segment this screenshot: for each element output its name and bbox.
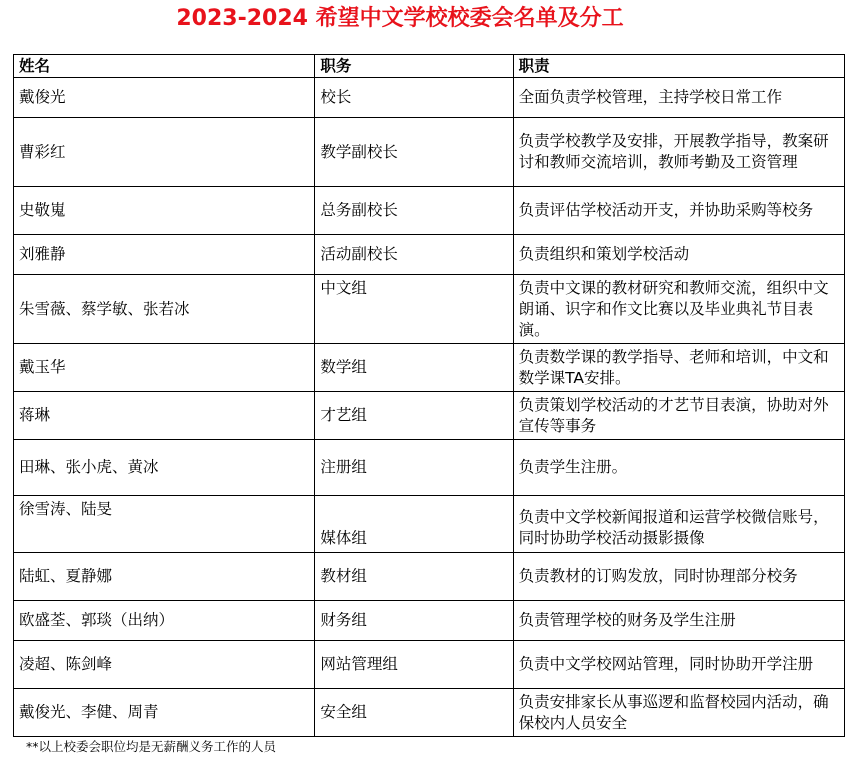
cell-duty: 负责中文课的教材研究和教师交流，组织中文朗诵、识字和作文比赛以及毕业典礼节目表演。 xyxy=(513,275,844,344)
cell-position: 校长 xyxy=(315,78,513,118)
header-duty: 职责 xyxy=(513,55,844,78)
header-position: 职务 xyxy=(315,55,513,78)
table-header-row xyxy=(14,55,845,78)
cell-duty: 负责策划学校活动的才艺节目表演，协助对外宣传等事务 xyxy=(513,392,844,440)
cell-position: 财务组 xyxy=(315,601,513,641)
cell-name: 史敬嵬 xyxy=(14,187,315,235)
cell-position: 安全组 xyxy=(315,689,513,737)
cell-name: 曹彩红 xyxy=(14,118,315,187)
page-title: 2023-2024 希望中文学校校委会名单及分工 xyxy=(176,6,624,31)
cell-position: 中文组 xyxy=(315,275,513,344)
table-row xyxy=(14,235,845,275)
committee-table xyxy=(13,54,845,737)
cell-name: 戴俊光、李健、周青 xyxy=(14,689,315,737)
table-row xyxy=(14,553,845,601)
cell-duty: 负责组织和策划学校活动 xyxy=(513,235,844,275)
cell-position: 教材组 xyxy=(315,553,513,601)
cell-duty: 负责评估学校活动开支，并协助采购等校务 xyxy=(513,187,844,235)
cell-position: 总务副校长 xyxy=(315,187,513,235)
cell-name: 徐雪涛、陆旻 xyxy=(14,496,315,553)
cell-name: 戴玉华 xyxy=(14,344,315,392)
table-row xyxy=(14,601,845,641)
table-row xyxy=(14,118,845,187)
cell-name: 田琳、张小虎、黄冰 xyxy=(14,440,315,496)
cell-position: 数学组 xyxy=(315,344,513,392)
table-row xyxy=(14,344,845,392)
table-row xyxy=(14,641,845,689)
cell-name: 戴俊光 xyxy=(14,78,315,118)
table-row xyxy=(14,689,845,737)
cell-position: 网站管理组 xyxy=(315,641,513,689)
cell-name: 刘雅静 xyxy=(14,235,315,275)
cell-position: 媒体组 xyxy=(315,496,513,553)
cell-duty: 负责学校教学及安排，开展教学指导，教案研讨和教师交流培训，教师考勤及工资管理 xyxy=(513,118,844,187)
table-row xyxy=(14,187,845,235)
table-row xyxy=(14,275,845,344)
cell-name: 凌超、陈剑峰 xyxy=(14,641,315,689)
cell-duty: 负责中文学校新闻报道和运营学校微信账号，同时协助学校活动摄影摄像 xyxy=(513,496,844,553)
cell-position: 活动副校长 xyxy=(315,235,513,275)
header-name: 姓名 xyxy=(14,55,315,78)
cell-duty: 负责教材的订购发放，同时协理部分校务 xyxy=(513,553,844,601)
cell-name: 陆虹、夏静娜 xyxy=(14,553,315,601)
cell-duty: 负责管理学校的财务及学生注册 xyxy=(513,601,844,641)
table-row xyxy=(14,78,845,118)
cell-position: 注册组 xyxy=(315,440,513,496)
table-row xyxy=(14,440,845,496)
footnote: **以上校委会职位均是无薪酬义务工作的人员 xyxy=(26,739,277,754)
table-row xyxy=(14,496,845,553)
cell-duty: 负责学生注册。 xyxy=(513,440,844,496)
cell-position: 教学副校长 xyxy=(315,118,513,187)
cell-duty: 负责中文学校网站管理，同时协助开学注册 xyxy=(513,641,844,689)
cell-name: 欧盛荃、郭琰（出纳） xyxy=(14,601,315,641)
table-row xyxy=(14,392,845,440)
cell-duty: 负责安排家长从事巡逻和监督校园内活动，确保校内人员安全 xyxy=(513,689,844,737)
cell-duty: 负责数学课的教学指导、老师和培训，中文和数学课TA安排。 xyxy=(513,344,844,392)
cell-name: 朱雪薇、蔡学敏、张若冰 xyxy=(14,275,315,344)
cell-name: 蒋琳 xyxy=(14,392,315,440)
cell-position: 才艺组 xyxy=(315,392,513,440)
cell-duty: 全面负责学校管理，主持学校日常工作 xyxy=(513,78,844,118)
